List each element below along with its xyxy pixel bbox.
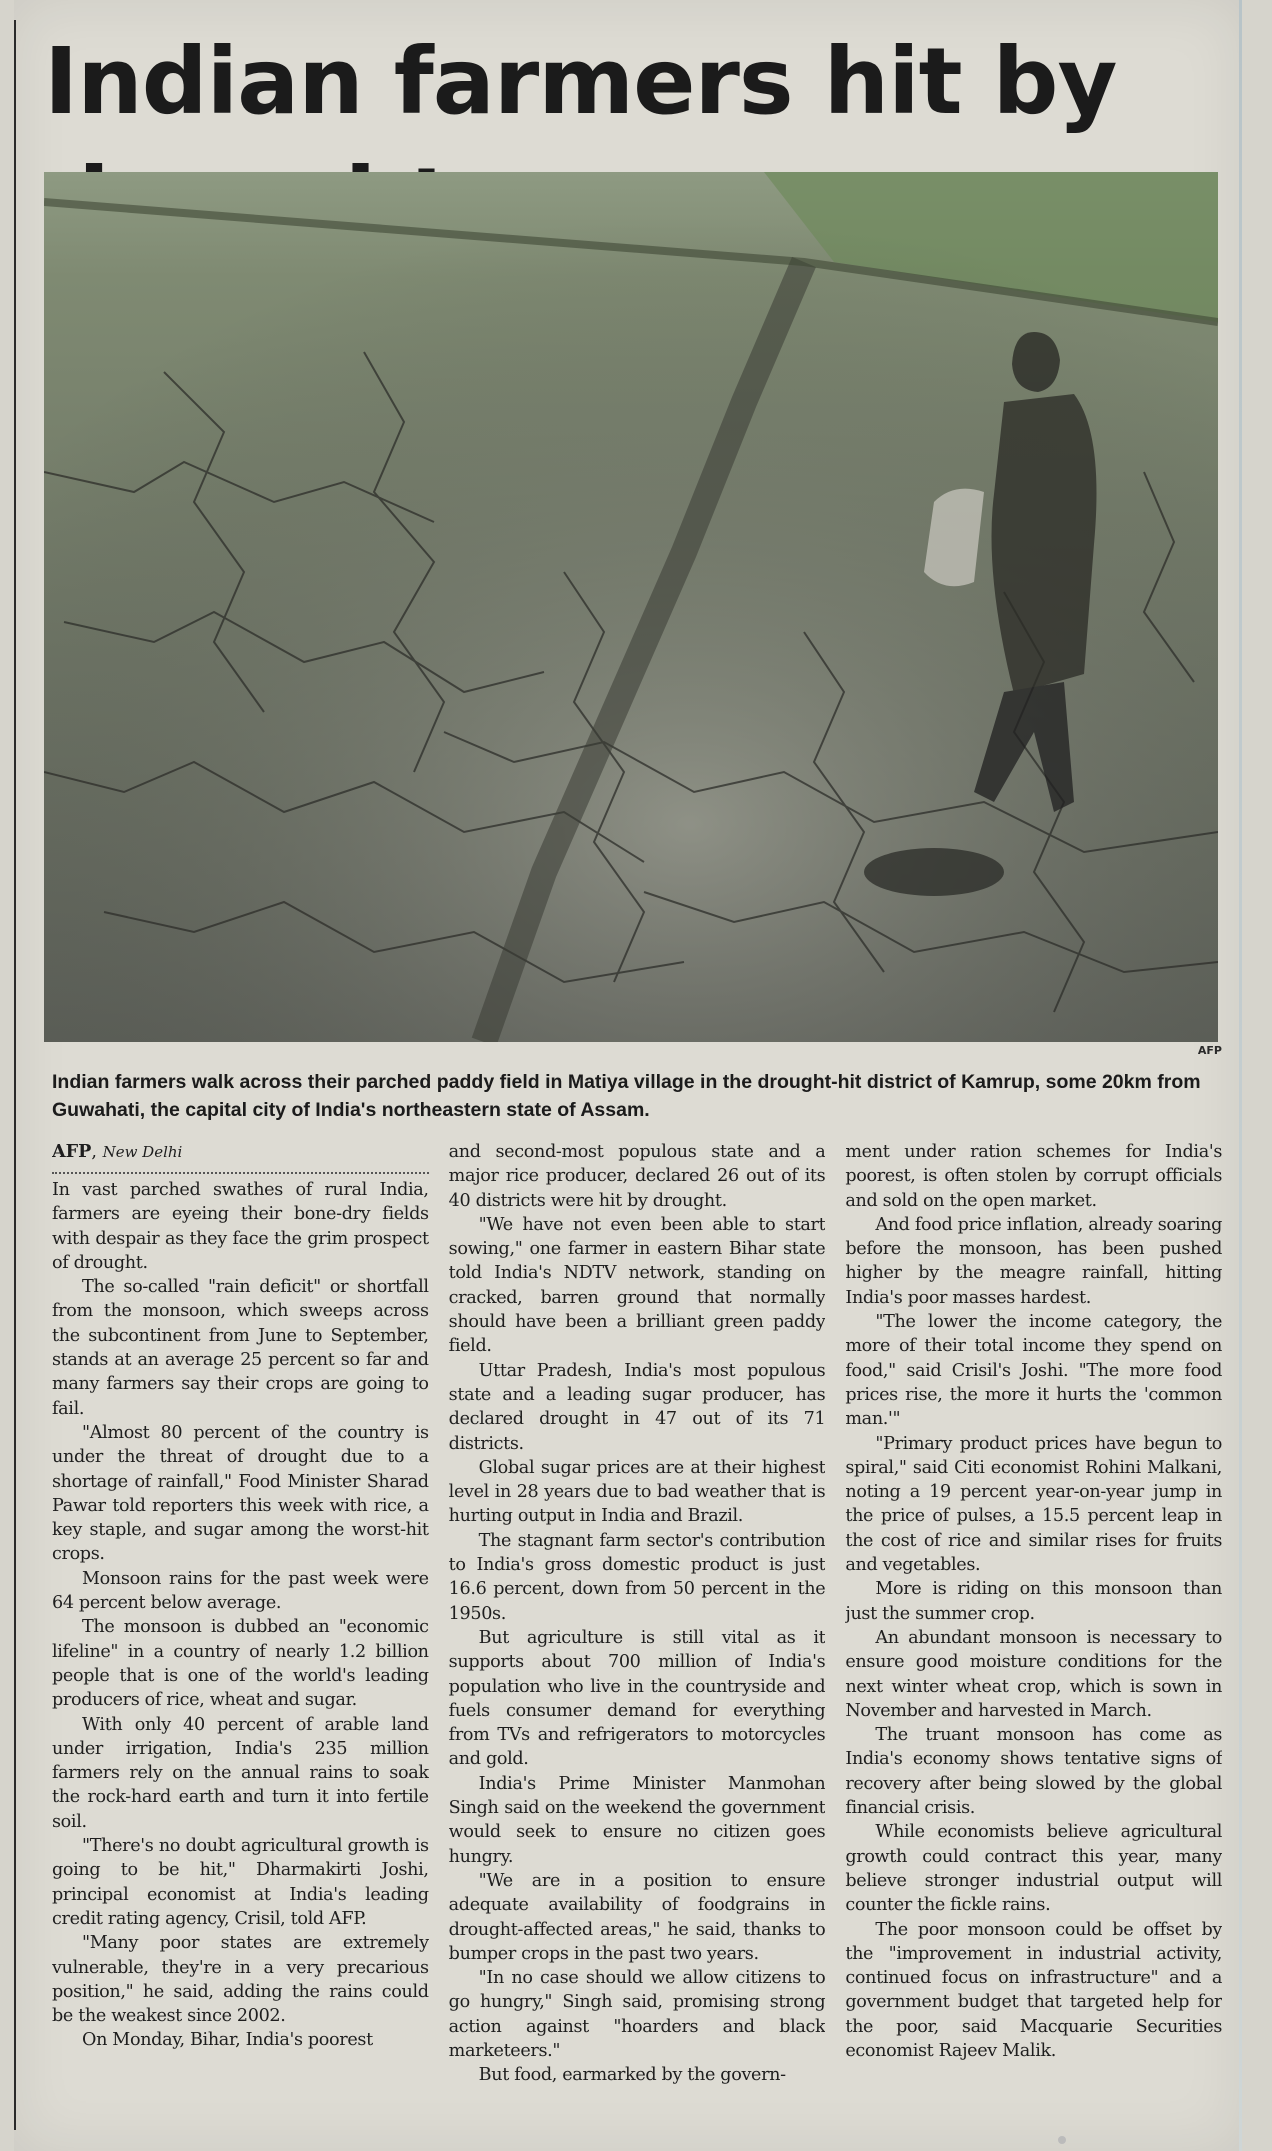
paragraph: India's Prime Minister Manmohan Singh said on the weekend the government would seek to ensure no citizen goes hungry. xyxy=(448,1773,826,1867)
paragraph: With only 40 percent of arable land under irrigation, India's 235 million farmers rely on the annual rains to soak the rock-hard earth and turn it into fertile soil. xyxy=(52,1714,429,1832)
paragraph: and second-most populous state and a major rice producer, declared 26 out of its 40 districts were hit by drought. xyxy=(448,1142,826,1211)
paragraph: The truant monsoon has come as India's economy shows tentative signs of recovery after being slowed by the global financial crisis. xyxy=(845,1725,1223,1819)
paragraph: The monsoon is dubbed an "economic lifeline" in a country of nearly 1.2 billion people that is one of the world's leading producers of rice, wheat and sugar. xyxy=(52,1617,429,1711)
paragraph: The so-called "rain deficit" or shortfall from the monsoon, which sweeps across the subcontinent from June to September, stands at an average 25 percent so far and many farmers say their crops are going to fail. xyxy=(52,1277,429,1419)
page-mark xyxy=(1058,2136,1066,2144)
headline: Indian farmers hit by xyxy=(44,28,1117,135)
paragraph: More is riding on this monsoon than just the summer crop. xyxy=(845,1579,1223,1624)
paragraph: "The lower the income category, the more of their total income they spend on food," said Crisil's Joshi. "The more food prices rise, the more it hurts the 'common man.'" xyxy=(845,1312,1223,1430)
paragraph: The poor monsoon could be offset by the "improvement in industrial activity, continued focus on infrastructure" and a government budget that targeted help for the poor, said Macquarie Securities economist Rajeev Malik. xyxy=(845,1919,1223,2061)
paragraph: "In no case should we allow citizens to go hungry," Singh said, promising strong action against "hoarders and black marketeers." xyxy=(448,1968,826,2061)
photo-caption: Indian farmers walk across their parched paddy field in Matiya village in the drought-hit district of Kamrup, some 20km from Guwahati, the capital city of India's northeastern state of Assam. xyxy=(52,1071,1201,1121)
paragraph: But food, earmarked by the govern- xyxy=(478,2065,786,2086)
paragraph: "Almost 80 percent of the country is under the threat of drought due to a shortage of rainfall," Food Minister Sharad Pawar told reporters this week with rice, a key staple, and sugar among the worst-hit crops. xyxy=(52,1422,429,1565)
paragraph: In vast parched swathes of rural India, farmers are eyeing their bone-dry fields with despair as they face the grim prospect of drought. xyxy=(52,1180,429,1273)
column-rule xyxy=(14,20,16,2130)
paragraph: And food price inflation, already soaring before the monsoon, has been pushed higher by the meagre rainfall, hitting India's poor masses hardest. xyxy=(845,1214,1223,1308)
paragraph: ment under ration schemes for India's poorest, is often stolen by corrupt officials and sold on the open market. xyxy=(845,1142,1223,1211)
paragraph: "We have not even been able to start sowing," one farmer in eastern Bihar state told India's NDTV network, standing on cracked, barren ground that normally should have been a brilliant green paddy field. xyxy=(448,1214,826,1357)
paragraph: "Primary product prices have begun to spiral," said Citi economist Rohini Malkani, noting a 19 percent year-on-year jump in the price of pulses, a 15.5 percent leap in the cost of rice and similar rises for fruits and vegetables. xyxy=(845,1433,1223,1576)
column-3 xyxy=(845,1140,1222,2130)
paragraph: An abundant monsoon is necessary to ensure good moisture conditions for the next winter wheat crop, which is sown in November and harvested in March. xyxy=(845,1627,1223,1721)
dateline: AFP, New Delhi xyxy=(52,1140,429,1174)
paragraph: On Monday, Bihar, India's poorest xyxy=(82,2030,373,2051)
column-2 xyxy=(449,1140,826,2130)
photo-credit: AFP xyxy=(1197,1044,1222,1057)
drought-photo xyxy=(44,172,1218,1042)
paragraph: Monsoon rains for the past week were 64 percent below average. xyxy=(52,1568,429,1614)
paragraph: While economists believe agricultural growth could contract this year, many believe stronger industrial output will counter the fickle rains. xyxy=(845,1822,1223,1916)
dateline-source: AFP xyxy=(52,1141,92,1162)
article-body xyxy=(52,1140,1222,2130)
paragraph: "There's no doubt agricultural growth is going to be hit," Dharmakirti Joshi, principal economist at India's leading credit rating agency, Crisil, told AFP. xyxy=(52,1836,429,1929)
paragraph: Global sugar prices are at their highest level in 28 years due to bad weather that is hurting output in India and Brazil. xyxy=(448,1457,826,1527)
paragraph: "Many poor states are extremely vulnerable, they're in a very precarious position," he said, adding the rains could be the weakest since 2002. xyxy=(52,1933,429,2027)
paragraph: Uttar Pradesh, India's most populous state and a leading sugar producer, has declared drought in 47 out of its 71 districts. xyxy=(448,1360,826,1454)
photo-illustration xyxy=(44,172,1218,1042)
page-edge xyxy=(1239,0,1242,2151)
column-1 xyxy=(52,1140,429,2130)
paragraph: "We are in a position to ensure adequate availability of foodgrains in drought-affected areas," he said, thanks to bumper crops in the past two years. xyxy=(448,1870,826,1964)
paragraph: The stagnant farm sector's contribution to India's gross domestic product is just 16.6 percent, down from 50 percent in the 1950s. xyxy=(448,1530,826,1624)
dateline-location: New Delhi xyxy=(102,1143,183,1161)
paragraph: But agriculture is still vital as it supports about 700 million of India's population who live in the countryside and fuels consumer demand for everything from TVs and refrigerators to motorcycles and gold. xyxy=(448,1627,826,1770)
